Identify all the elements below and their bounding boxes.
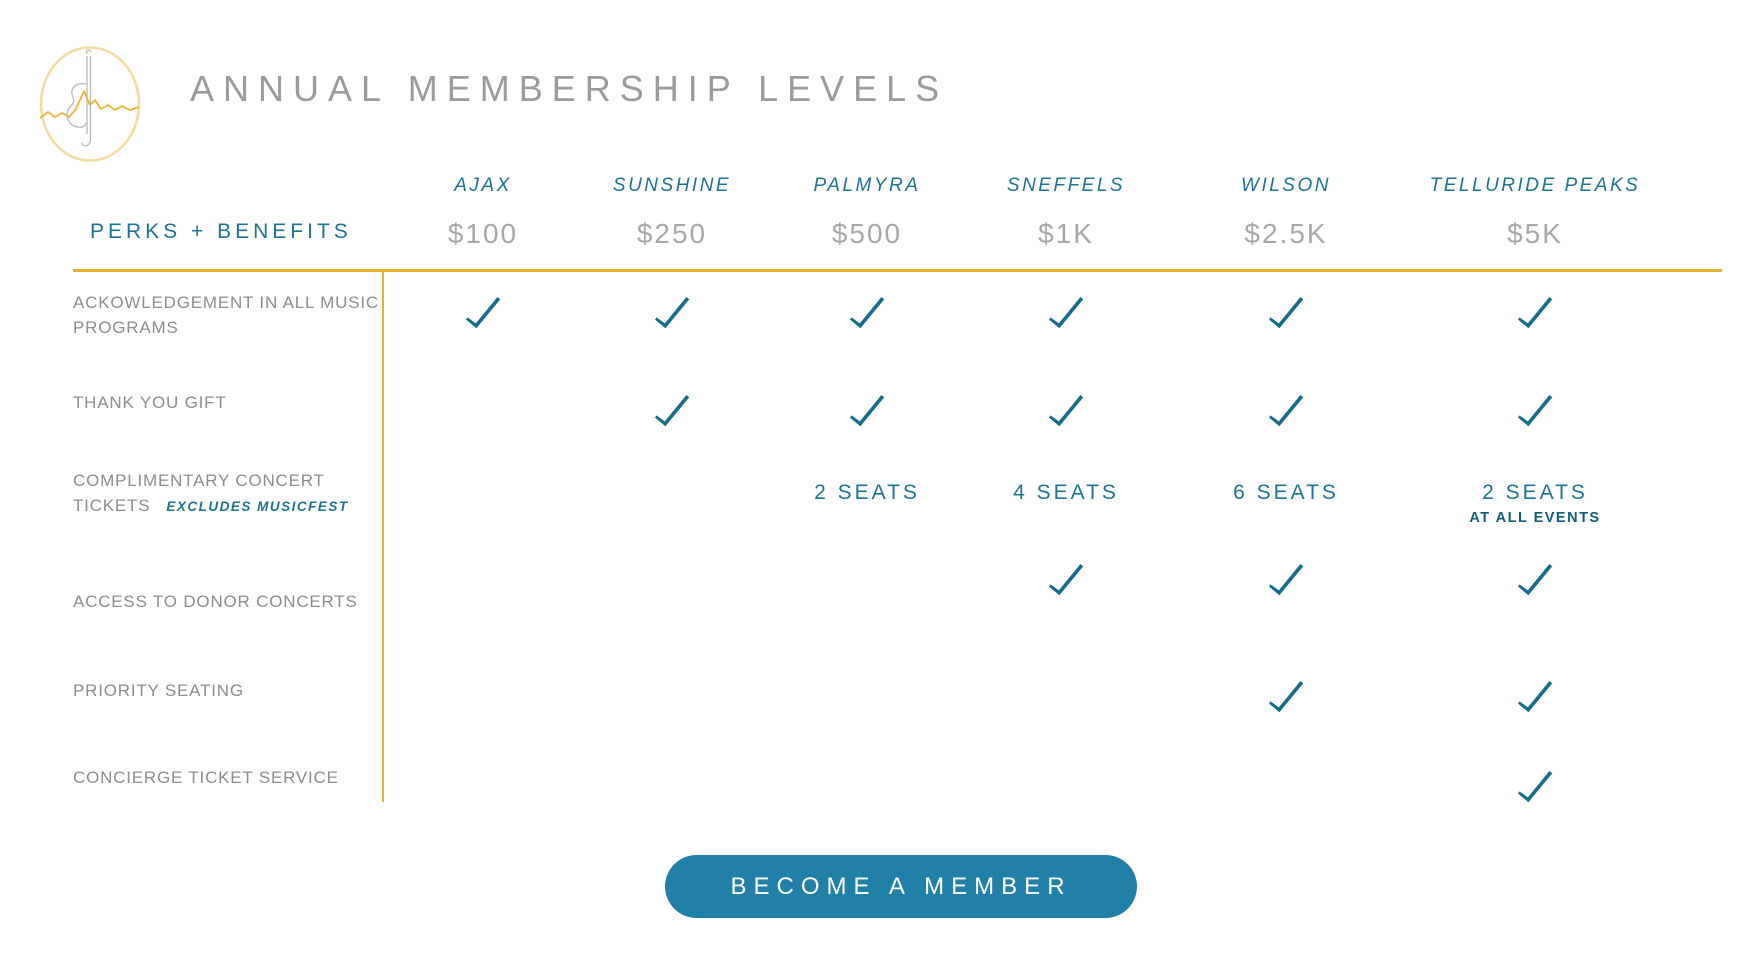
check-icon bbox=[373, 296, 593, 329]
check-icon bbox=[956, 563, 1176, 596]
check-icon bbox=[956, 296, 1176, 329]
tier-price: $1K bbox=[1038, 218, 1094, 249]
perk-label-line: TICKETS EXCLUDES MUSICFEST bbox=[73, 496, 349, 515]
seats-value bbox=[757, 481, 977, 505]
check-icon bbox=[562, 296, 782, 329]
check-icon bbox=[1176, 680, 1396, 713]
tier-price: $250 bbox=[636, 218, 708, 249]
perk-label-line: CONCIERGE TICKET SERVICE bbox=[73, 768, 339, 787]
perk-label-line: THANK YOU GIFT bbox=[73, 393, 227, 412]
gold-horizontal-divider bbox=[73, 269, 1722, 272]
tier-name: AJAX bbox=[454, 175, 512, 196]
check-icon bbox=[1176, 563, 1396, 596]
seats-subtext: AT ALL EVENTS bbox=[1469, 510, 1601, 526]
seats-text: 6 SEATS bbox=[1233, 481, 1339, 504]
tier-name: SNEFFELS bbox=[1006, 175, 1126, 196]
perk-label bbox=[73, 290, 383, 340]
perk-label-line: PRIORITY SEATING bbox=[73, 681, 244, 700]
tier-price: $2.5K bbox=[1244, 218, 1328, 249]
tier-header-telluride-peaks bbox=[1405, 175, 1665, 250]
seats-text: 2 SEATS bbox=[1482, 481, 1588, 504]
seats-value bbox=[956, 481, 1176, 505]
perk-label bbox=[73, 390, 383, 415]
tier-price: $500 bbox=[831, 218, 903, 249]
tier-price: $5K bbox=[1507, 218, 1563, 249]
gold-vertical-divider bbox=[382, 269, 384, 802]
check-icon bbox=[1425, 770, 1645, 803]
check-icon bbox=[1176, 394, 1396, 427]
perk-label bbox=[73, 468, 383, 519]
tier-name: PALMYRA bbox=[813, 175, 921, 196]
tier-name: WILSON bbox=[1241, 175, 1331, 196]
tier-price: $100 bbox=[447, 218, 519, 249]
seats-text: 4 SEATS bbox=[1013, 481, 1119, 504]
seats-text: 2 SEATS bbox=[814, 481, 920, 504]
check-icon bbox=[1425, 680, 1645, 713]
check-icon bbox=[1425, 296, 1645, 329]
check-icon bbox=[1425, 563, 1645, 596]
perk-label bbox=[73, 678, 383, 703]
perk-label-line: COMPLIMENTARY CONCERT bbox=[73, 471, 325, 490]
tier-header-wilson bbox=[1156, 175, 1416, 250]
check-icon bbox=[562, 394, 782, 427]
check-icon bbox=[757, 296, 977, 329]
check-icon bbox=[1425, 394, 1645, 427]
check-icon bbox=[1176, 296, 1396, 329]
perk-label bbox=[73, 765, 383, 790]
perks-benefits-header: PERKS + BENEFITS bbox=[90, 220, 352, 243]
tier-name: TELLURIDE PEAKS bbox=[1429, 175, 1641, 196]
perk-note: EXCLUDES MUSICFEST bbox=[166, 499, 349, 514]
organization-logo bbox=[38, 44, 142, 164]
check-icon bbox=[757, 394, 977, 427]
mountain-ridge-icon bbox=[40, 91, 139, 118]
become-a-member-button[interactable]: BECOME A MEMBER bbox=[665, 855, 1137, 918]
check-icon bbox=[956, 394, 1176, 427]
seats-value bbox=[1425, 481, 1645, 526]
tier-name: SUNSHINE bbox=[612, 175, 732, 196]
page-title: ANNUAL MEMBERSHIP LEVELS bbox=[190, 68, 949, 109]
perk-label-line: ACCESS TO DONOR CONCERTS bbox=[73, 592, 358, 611]
perk-label-line: PROGRAMS bbox=[73, 318, 179, 337]
perk-label bbox=[73, 589, 383, 614]
seats-value bbox=[1176, 481, 1396, 505]
perk-label-line: ACKOWLEDGEMENT IN ALL MUSIC bbox=[73, 293, 379, 312]
